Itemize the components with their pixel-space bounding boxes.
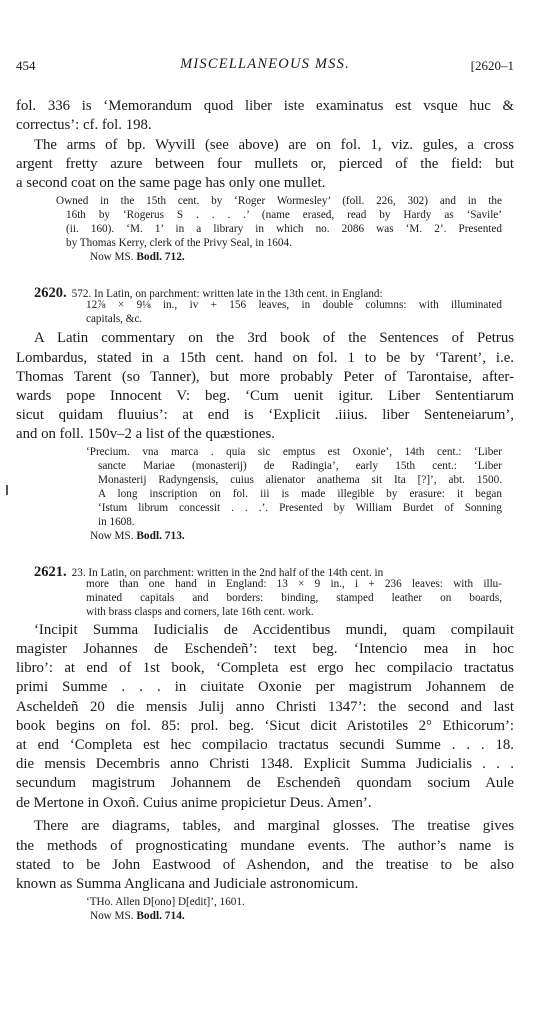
note-line: by Thomas Kerry, clerk of the Privy Seal, in 1604. xyxy=(66,237,292,249)
body-line: the methods of prognosticating mundane events. The author’s name is xyxy=(16,838,514,854)
entry-number: 2620. xyxy=(34,285,67,301)
body-line: Thomas Tarent (so Tanner), but more probably Peter of Tarontaise, after- xyxy=(16,369,514,385)
entry-range: [2620–1 xyxy=(470,58,514,73)
note-line: 16th by ‘Rogerus S . . . .’ (name erased, read by Hardy as ‘Savile’ xyxy=(66,209,502,221)
body-line: sicut quidam fluuius’: at end is ‘Explicit .iiius. liber Senteneiarum’, xyxy=(16,407,514,423)
body-line: fol. 336 is ‘Memorandum quod liber iste examinatus est vsque huc & xyxy=(16,98,514,114)
note-line: ‘Istum librum concessit . . .’. Presented by William Burdet of Sonning xyxy=(98,502,502,514)
body-line: book begins on fol. 85: prol. beg. ‘Sicut dicit Aristotiles 2° Ethicorum’: xyxy=(16,718,514,734)
body-line: libro’: at end of 1st book, ‘Completa est ergo hec compilacio tractatus xyxy=(16,660,514,676)
entry-description: more than one hand in England: 13 × 9 in., i + 236 leaves: with illu- xyxy=(86,578,502,590)
entry-description: capitals, &c. xyxy=(86,313,143,325)
body-line: de Mertone in Oxoñ. Cuius anime propicietur Deus. Amen’. xyxy=(16,795,372,811)
body-line: known as Summa Anglicana and Judiciale astronomicum. xyxy=(16,876,359,892)
body-line: The arms of bp. Wyvill (see above) are on fol. 1, viz. gules, a cross xyxy=(34,137,514,153)
note-line: (ii. 160). ‘M. 1’ in a library in which no. 2086 was ‘M. 2’. Presented xyxy=(66,223,502,235)
shelfmark: Now MS. Bodl. 714. xyxy=(90,910,185,922)
note-line: sancte Mariae (monasterij) de Radingia’, early 15th cent.: ‘Liber xyxy=(98,460,502,472)
note-line: Monasterij Radyngensis, cuius alienator anathema sit Ita [?]’, abt. 1500. xyxy=(98,474,502,486)
body-line: Ascheldeñ 20 die mensis Julij anno Christi 1347’: the second and last xyxy=(16,699,514,715)
shelfmark: Now MS. Bodl. 713. xyxy=(90,530,185,542)
note-line: in 1608. xyxy=(98,516,135,528)
margin-mark xyxy=(6,485,8,495)
entry-description: minated capitals and borders: binding, stamped leather on boards, xyxy=(86,592,502,604)
entry-description: 572. In Latin, on parchment: written late in the 13th cent. in England: xyxy=(71,288,383,300)
shelfmark: Now MS. Bodl. 712. xyxy=(90,251,185,263)
body-line: magister Johannes de Eschendeñ’: text beg. ‘Intencio mea in hoc xyxy=(16,641,514,657)
body-line: wards pope Innocent V: beg. ‘Cum uenit igitur. Liber Sententiarum xyxy=(16,388,514,404)
body-line: argent fretty azure between four mullets or, pierced of the field: but xyxy=(16,156,514,172)
running-header xyxy=(16,56,514,78)
body-line: ‘Incipit Summa Iudicialis de Accidentibus mundi, quam compilauit xyxy=(34,622,514,638)
page-number: 454 xyxy=(16,58,36,73)
body-line: A Latin commentary on the 3rd book of the Sentences of Petrus xyxy=(34,330,514,346)
note-line: A long inscription on fol. iii is made illegible by erasure: it began xyxy=(98,488,502,500)
note-line: Owned in the 15th cent. by ‘Roger Wormesley’ (foll. 226, 302) and in the xyxy=(56,195,502,207)
body-line: at end ‘Completa est hec compilacio tractatus secundi Summe . . . 18. xyxy=(16,737,514,753)
body-line: primi Summe . . . in ciuitate Oxonie per magistrum Johannem de xyxy=(16,679,514,695)
entry-description: 23. In Latin, on parchment: written in the 2nd half of the 14th cent. in xyxy=(71,567,384,579)
body-line: Lombardus, stated in a 15th cent. hand on fol. 1 to be by ‘Tarent’, i.e. xyxy=(16,350,514,366)
body-line: correctus’: cf. fol. 198. xyxy=(16,117,152,133)
body-line: a second coat on the same page has only one mullet. xyxy=(16,175,326,191)
entry-number: 2621. xyxy=(34,564,67,580)
entry-description: with brass clasps and corners, late 16th cent. work. xyxy=(86,606,314,618)
note-line: ‘THo. Allen D[ono] D[edit]’, 1601. xyxy=(86,896,245,908)
page-title: MISCELLANEOUS MSS. xyxy=(180,56,350,72)
body-line: stated to be John Eastwood of Ashendon, and the treatise to be also xyxy=(16,857,514,873)
body-line: secundum magistrum Johannem de Eschendeñ quondam socium Aule xyxy=(16,775,514,791)
body-line: die mensis Decembris anno Christi 1348. Explicit Summa Judicialis . . . xyxy=(16,756,514,772)
note-line: ‘Precium. vna marca . quia sic emptus est Oxonie’, 14th cent.: ‘Liber xyxy=(86,446,502,458)
body-line: There are diagrams, tables, and marginal glosses. The treatise gives xyxy=(34,818,514,834)
body-line: and on foll. 150v–2 a list of the quæstiones. xyxy=(16,426,275,442)
entry-description: 12⅞ × 9⅛ in., iv + 156 leaves, in double columns: with illuminated xyxy=(86,299,502,311)
